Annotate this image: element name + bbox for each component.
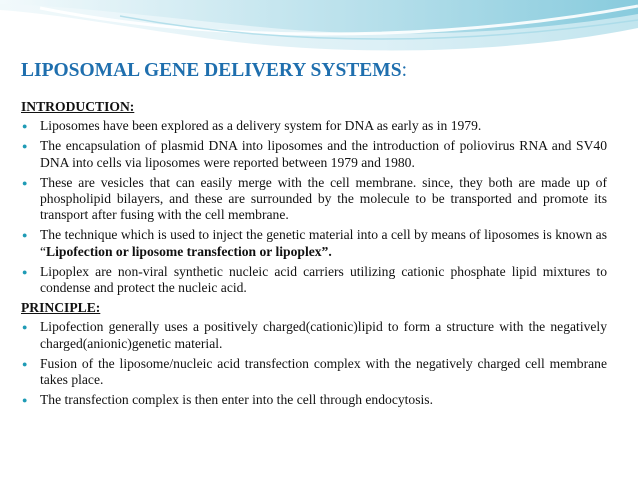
slide-title-text: LIPOSOMAL GENE DELIVERY SYSTEMS bbox=[21, 60, 402, 81]
list-item: ● These are vesicles that can easily merge with the cell membrane. since, they both are made up of phospholipid bilayers, and these are surrounded by the molecule to be transported and promote its transport after fusing with the cell membrane. bbox=[22, 174, 607, 223]
bullet-icon: ● bbox=[22, 141, 28, 152]
list-item: ● The technique which is used to inject the genetic material into a cell by means of liposomes is known as “Lipofection or liposome transfection or lipoplex”. bbox=[22, 227, 607, 259]
bullet-icon: ● bbox=[22, 266, 28, 277]
slide-title-colon: : bbox=[401, 60, 407, 81]
list-item: ● Fusion of the liposome/nucleic acid transfection complex with the negatively charged cell membrane takes place. bbox=[22, 355, 607, 388]
bullet-icon: ● bbox=[22, 322, 28, 333]
list-item: ● Lipoplex are non-viral synthetic nucleic acid carriers utilizing cationic phosphate lipid mixtures to condense and protect the nucleic acid. bbox=[22, 263, 607, 296]
bullet-icon: ● bbox=[22, 358, 28, 369]
bullet-icon: ● bbox=[22, 395, 28, 406]
principle-heading: PRINCIPLE: bbox=[21, 300, 101, 316]
bullet-icon: ● bbox=[22, 230, 28, 241]
slide-title bbox=[21, 60, 407, 82]
introduction-heading: INTRODUCTION: bbox=[21, 99, 135, 114]
slide-content bbox=[21, 99, 607, 412]
bullet-icon: ● bbox=[22, 177, 28, 188]
list-item: ● The encapsulation of plasmid DNA into liposomes and the introduction of poliovirus RNA and SV40 DNA into cells via liposomes were reported between 1979 and 1980. bbox=[22, 138, 607, 170]
bullet-icon: ● bbox=[22, 121, 28, 132]
list-item: ● Lipofection generally uses a positively charged(cationic)lipid to form a structure with the negatively charged(anionic)genetic material. bbox=[22, 319, 607, 351]
list-item: ● Liposomes have been explored as a delivery system for DNA as early as in 1979. bbox=[22, 118, 482, 134]
list-item: ● The transfection complex is then enter into the cell through endocytosis. bbox=[22, 392, 433, 408]
